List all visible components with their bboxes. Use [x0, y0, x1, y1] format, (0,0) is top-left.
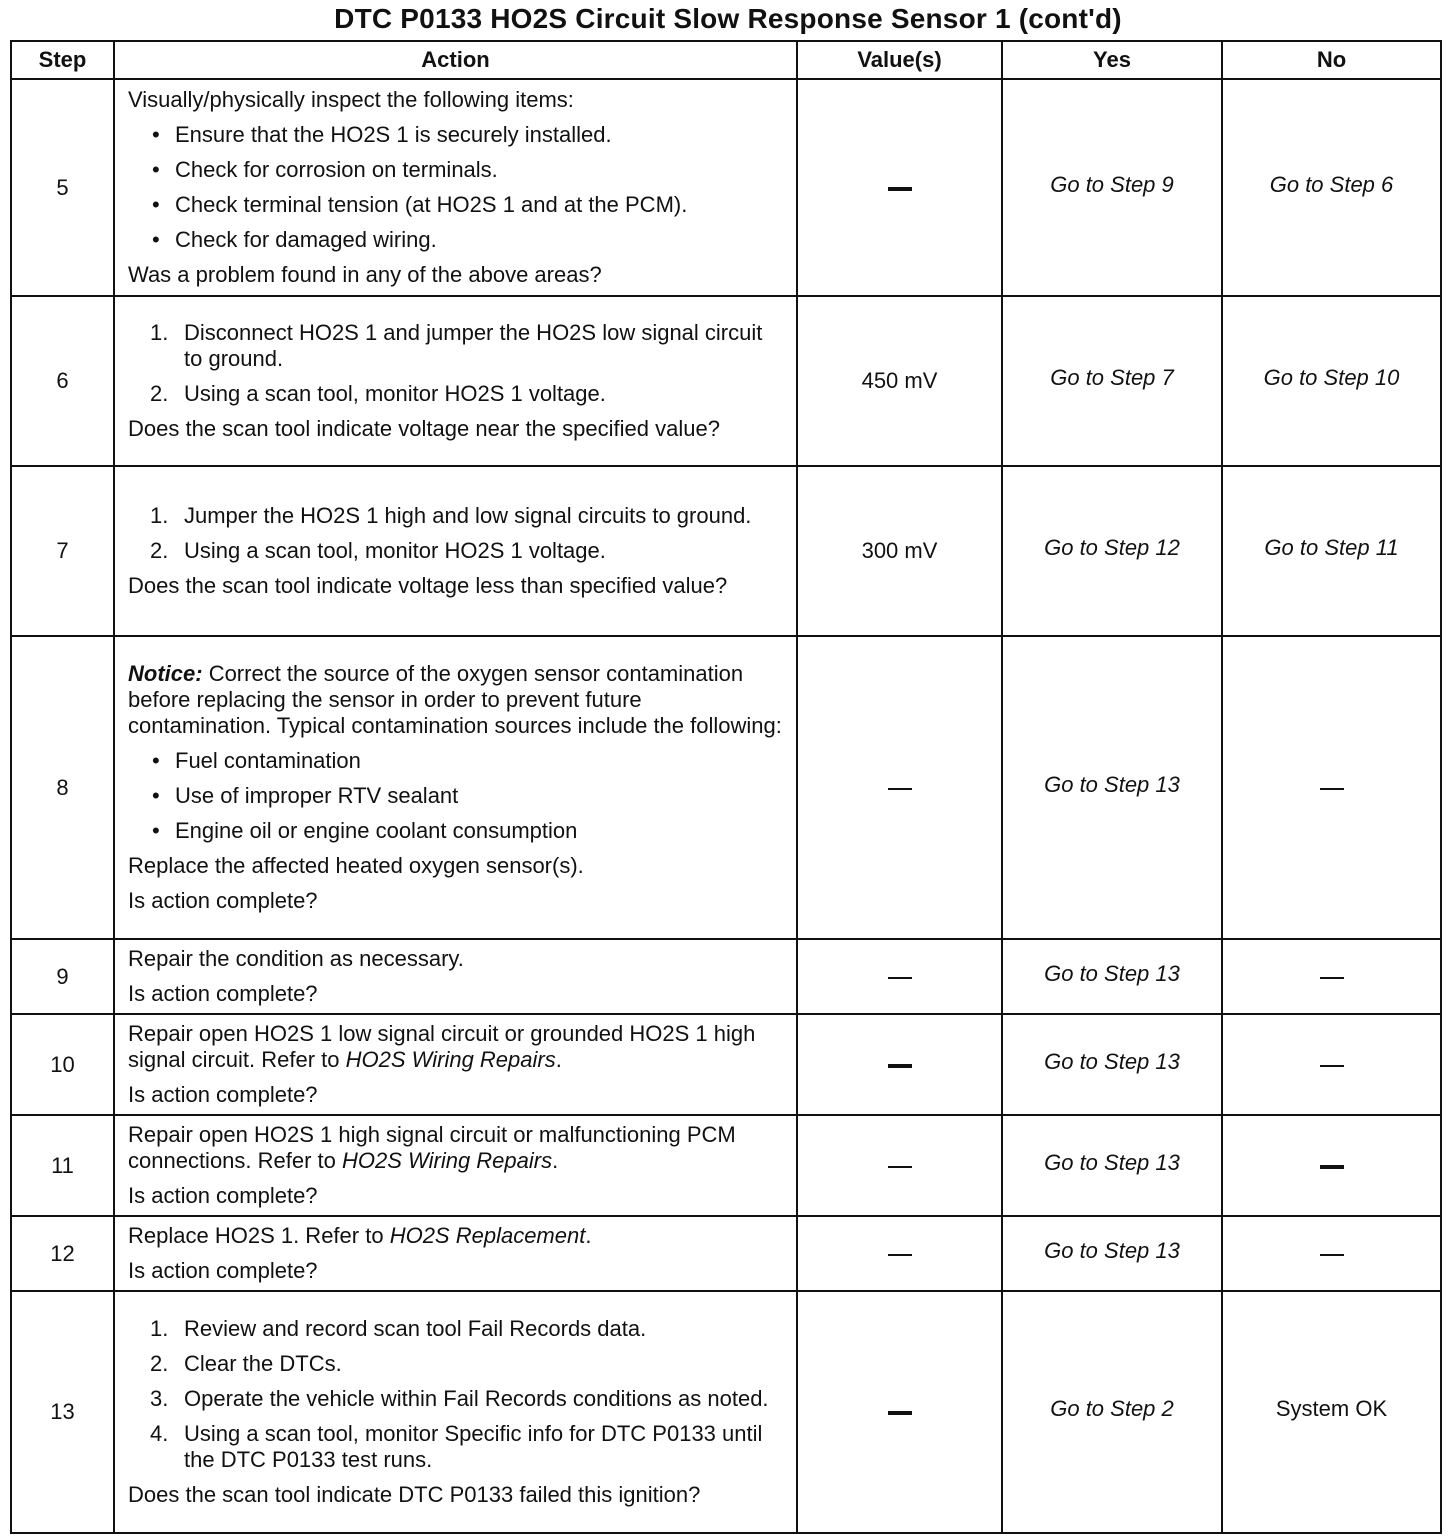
action-text-end: . — [552, 1148, 559, 1173]
dash-mark — [888, 977, 912, 979]
action-bullet: • Engine oil or engine coolant consumption — [128, 818, 786, 844]
step-text: Review and record scan tool Fail Records data. — [184, 1316, 647, 1341]
step-number: 6 — [11, 296, 114, 466]
no-cell: Go to Step 6 — [1222, 79, 1441, 296]
step-index: 1. — [150, 1316, 169, 1341]
action-question: Does the scan tool indicate voltage near the specified value? — [128, 416, 720, 441]
step-text: Using a scan tool, monitor Specific info for DTC P0133 until the DTC P0133 test runs. — [184, 1421, 763, 1472]
step-number: 13 — [11, 1291, 114, 1533]
action-cell — [114, 1014, 797, 1115]
dash-mark — [888, 187, 912, 191]
action-cell — [114, 939, 797, 1014]
action-step — [128, 538, 786, 564]
step-number: 9 — [11, 939, 114, 1014]
value-cell — [797, 636, 1002, 939]
action-question: Is action complete? — [128, 888, 318, 913]
notice-text — [128, 661, 786, 739]
yes-cell: Go to Step 2 — [1002, 1291, 1222, 1533]
action-question: Is action complete? — [128, 981, 318, 1006]
header-values: Value(s) — [797, 41, 1002, 79]
step-number: 8 — [11, 636, 114, 939]
yes-cell: Go to Step 7 — [1002, 296, 1222, 466]
value-cell — [797, 1115, 1002, 1216]
dash-mark — [888, 1254, 912, 1256]
value-cell: 300 mV — [797, 466, 1002, 636]
step-text: Operate the vehicle within Fail Records conditions as noted. — [184, 1386, 769, 1411]
table-row — [11, 1291, 1441, 1533]
action-text: Visually/physically inspect the following items: — [128, 87, 574, 112]
step-index: 3. — [150, 1386, 169, 1411]
header-step: Step — [11, 41, 114, 79]
action-text — [128, 1122, 786, 1174]
no-cell: Go to Step 11 — [1222, 466, 1441, 636]
action-step — [128, 320, 786, 372]
action-cell — [114, 1115, 797, 1216]
table-row — [11, 1115, 1441, 1216]
step-number: 11 — [11, 1115, 114, 1216]
table-row — [11, 1014, 1441, 1115]
header-yes: Yes — [1002, 41, 1222, 79]
table-row — [11, 79, 1441, 296]
action-text-end: . — [555, 1047, 562, 1072]
action-step — [128, 1316, 786, 1342]
action-bullet: • Fuel contamination — [128, 748, 786, 774]
action-bullet: • Check for damaged wiring. — [128, 227, 786, 253]
yes-cell: Go to Step 13 — [1002, 1014, 1222, 1115]
action-question: Does the scan tool indicate DTC P0133 failed this ignition? — [128, 1482, 701, 1507]
action-text: Replace the affected heated oxygen sensor(s). — [128, 853, 584, 878]
yes-cell: Go to Step 13 — [1002, 1216, 1222, 1291]
action-step — [128, 1386, 786, 1412]
step-text: Jumper the HO2S 1 high and low signal circuits to ground. — [184, 503, 752, 528]
action-question: Is action complete? — [128, 1082, 318, 1107]
action-bullet: • Ensure that the HO2S 1 is securely installed. — [128, 122, 786, 148]
action-cell — [114, 1216, 797, 1291]
action-step — [128, 381, 786, 407]
step-index: 1. — [150, 320, 169, 345]
action-text-part: Repair open HO2S 1 low signal circuit or grounded HO2S 1 high signal circuit. Refer to — [128, 1021, 756, 1072]
reference-link: HO2S Wiring Repairs — [345, 1047, 556, 1072]
dash-mark — [1320, 977, 1344, 979]
step-number: 10 — [11, 1014, 114, 1115]
action-cell — [114, 466, 797, 636]
yes-cell: Go to Step 12 — [1002, 466, 1222, 636]
step-text: Using a scan tool, monitor HO2S 1 voltage. — [184, 538, 606, 563]
page-title: DTC P0133 HO2S Circuit Slow Response Sensor 1 (cont'd) — [334, 3, 1122, 34]
header-action: Action — [114, 41, 797, 79]
no-cell — [1222, 939, 1441, 1014]
table-row — [11, 939, 1441, 1014]
dash-mark — [1320, 1254, 1344, 1256]
step-number: 7 — [11, 466, 114, 636]
action-cell — [114, 636, 797, 939]
no-cell: System OK — [1222, 1291, 1441, 1533]
value-cell — [797, 939, 1002, 1014]
step-number: 12 — [11, 1216, 114, 1291]
action-step — [128, 1351, 786, 1377]
table-row — [11, 636, 1441, 939]
yes-cell: Go to Step 13 — [1002, 1115, 1222, 1216]
dash-mark — [1320, 788, 1344, 790]
no-cell — [1222, 636, 1441, 939]
step-index: 2. — [150, 538, 169, 563]
dash-mark — [888, 1064, 912, 1068]
dash-mark — [888, 1411, 912, 1415]
step-number: 5 — [11, 79, 114, 296]
dash-mark — [888, 1166, 912, 1168]
step-text: Using a scan tool, monitor HO2S 1 voltage. — [184, 381, 606, 406]
header-row — [11, 41, 1441, 79]
step-text: Clear the DTCs. — [184, 1351, 342, 1376]
action-cell — [114, 1291, 797, 1533]
step-index: 2. — [150, 1351, 169, 1376]
action-question: Does the scan tool indicate voltage less than specified value? — [128, 573, 728, 598]
action-text-part: Replace HO2S 1. Refer to — [128, 1223, 390, 1248]
value-cell — [797, 1291, 1002, 1533]
action-step — [128, 503, 786, 529]
dash-mark — [1320, 1065, 1344, 1067]
action-step — [128, 1421, 786, 1473]
reference-link: HO2S Replacement — [389, 1223, 586, 1248]
step-text: Disconnect HO2S 1 and jumper the HO2S low signal circuit to ground. — [184, 320, 763, 371]
reference-link: HO2S Wiring Repairs — [342, 1148, 553, 1173]
action-bullet: • Check for corrosion on terminals. — [128, 157, 786, 183]
notice-label: Notice: — [128, 661, 203, 686]
action-cell — [114, 79, 797, 296]
dash-mark — [1320, 1165, 1344, 1169]
table-row — [11, 466, 1441, 636]
step-index: 4. — [150, 1421, 169, 1446]
yes-cell: Go to Step 13 — [1002, 636, 1222, 939]
step-index: 2. — [150, 381, 169, 406]
no-cell — [1222, 1115, 1441, 1216]
action-bullet: • Check terminal tension (at HO2S 1 and at the PCM). — [128, 192, 786, 218]
action-text — [128, 1223, 786, 1249]
dash-mark — [888, 788, 912, 790]
no-cell — [1222, 1216, 1441, 1291]
action-text-part: Repair open HO2S 1 high signal circuit or malfunctioning PCM connections. Refer to — [128, 1122, 736, 1173]
value-cell — [797, 1014, 1002, 1115]
action-question: Is action complete? — [128, 1183, 318, 1208]
action-text — [128, 1021, 786, 1073]
action-text: Repair the condition as necessary. — [128, 946, 464, 971]
value-cell — [797, 79, 1002, 296]
action-question: Was a problem found in any of the above areas? — [128, 262, 602, 287]
table-row — [11, 1216, 1441, 1291]
action-bullet: • Use of improper RTV sealant — [128, 783, 786, 809]
action-cell — [114, 296, 797, 466]
action-text-end: . — [585, 1223, 592, 1248]
no-cell — [1222, 1014, 1441, 1115]
yes-cell: Go to Step 9 — [1002, 79, 1222, 296]
no-cell: Go to Step 10 — [1222, 296, 1441, 466]
diagnostic-table — [10, 40, 1442, 1534]
header-no: No — [1222, 41, 1441, 79]
value-cell — [797, 1216, 1002, 1291]
table-row — [11, 296, 1441, 466]
value-cell: 450 mV — [797, 296, 1002, 466]
notice-body: Correct the source of the oxygen sensor contamination before replacing the sensor in order to prevent future contamination. Typical contamination sources include the following: — [128, 661, 782, 738]
yes-cell: Go to Step 13 — [1002, 939, 1222, 1014]
action-question: Is action complete? — [128, 1258, 318, 1283]
step-index: 1. — [150, 503, 169, 528]
